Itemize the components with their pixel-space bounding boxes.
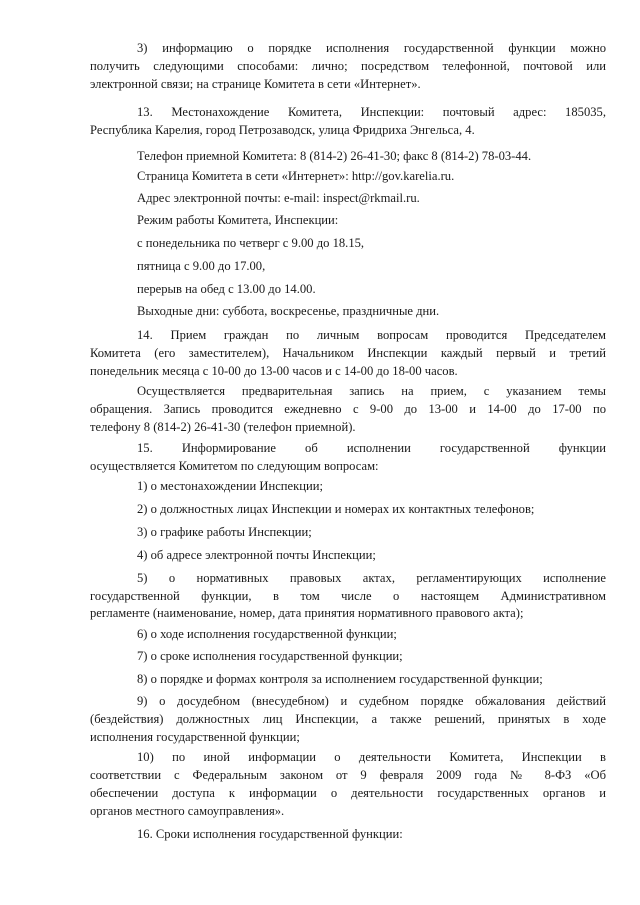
text-line: осуществляется Комитетом по следующим вопросам: xyxy=(90,459,379,473)
text-line: обращения. Запись проводится ежедневно с 9-00 до 13-00 и 14-00 до 17-00 по xyxy=(90,402,606,416)
text-line: Осуществляется предварительная запись на прием, с указанием темы xyxy=(137,384,606,398)
list-item: 4) об адресе электронной почты Инспекции; xyxy=(137,548,376,562)
text-line: 14. Прием граждан по личным вопросам проводится Председателем xyxy=(137,328,606,342)
text-line: электронной связи; на странице Комитета в сети «Интернет». xyxy=(90,77,421,91)
text-line: Выходные дни: суббота, воскресенье, праздничные дни. xyxy=(137,304,440,318)
section-heading: 16. Сроки исполнения государственной функции: xyxy=(137,827,403,841)
list-item: 7) о сроке исполнения государственной функции; xyxy=(137,649,403,663)
text-line: пятница с 9.00 до 17.00, xyxy=(137,259,266,273)
text-line: регламенте (наименование, номер, дата принятия нормативного правового акта); xyxy=(90,606,524,620)
text-line: (бездействия) должностных лиц Инспекции, а также решений, принятых в ходе xyxy=(90,712,606,726)
text-line: государственной функции, в том числе о настоящем Административном xyxy=(90,589,606,603)
text-line: перерыв на обед с 13.00 до 14.00. xyxy=(137,282,316,296)
list-item: 3) о графике работы Инспекции; xyxy=(137,525,312,539)
list-item: 8) о порядке и формах контроля за исполнением государственной функции; xyxy=(137,672,543,686)
text-line: обеспечении доступа к информации о деятельности государственных органов и xyxy=(90,786,606,800)
text-line: 13. Местонахождение Комитета, Инспекции: почтовый адрес: 185035, xyxy=(137,105,606,119)
list-item: 1) о местонахождении Инспекции; xyxy=(137,479,323,493)
text-line: соответствии с Федеральным законом от 9 февраля 2009 года № 8-ФЗ «Об xyxy=(90,768,606,782)
text-line: Комитета (его заместителем), Начальником Инспекции каждый первый и третий xyxy=(90,346,606,360)
text-line: Режим работы Комитета, Инспекции: xyxy=(137,213,339,227)
list-item: 10) по иной информации о деятельности Комитета, Инспекции в xyxy=(137,750,606,764)
text-line: телефону 8 (814-2) 26-41-30 (телефон приемной). xyxy=(90,420,356,434)
list-item: 2) о должностных лицах Инспекции и номерах их контактных телефонов; xyxy=(137,502,535,516)
list-item: 6) о ходе исполнения государственной функции; xyxy=(137,627,397,641)
text-line: Страница Комитета в сети «Интернет»: http://gov.karelia.ru. xyxy=(137,169,455,183)
text-line: с понедельника по четверг с 9.00 до 18.15, xyxy=(137,236,365,250)
text-line: Телефон приемной Комитета: 8 (814-2) 26-41-30; факс 8 (814-2) 78-03-44. xyxy=(137,149,532,163)
list-item: 5) о нормативных правовых актах, регламентирующих исполнение xyxy=(137,571,606,585)
text-line: 3) информацию о порядке исполнения государственной функции можно xyxy=(137,41,606,55)
text-line: исполнения государственной функции; xyxy=(90,730,300,744)
list-item: 9) о досудебном (внесудебном) и судебном порядке обжалования действий xyxy=(137,694,606,708)
text-line: Адрес электронной почты: e-mail: inspect@rkmail.ru. xyxy=(137,191,420,205)
text-line: органов местного самоуправления». xyxy=(90,804,285,818)
text-line: 15. Информирование об исполнении государственной функции xyxy=(137,441,606,455)
text-line: Республика Карелия, город Петрозаводск, улица Фридриха Энгельса, 4. xyxy=(90,123,475,137)
text-line: получить следующими способами: лично; посредством телефонной, почтовой или xyxy=(90,59,606,73)
text-line: понедельник месяца с 10-00 до 13-00 часов и с 14-00 до 18-00 часов. xyxy=(90,364,458,378)
